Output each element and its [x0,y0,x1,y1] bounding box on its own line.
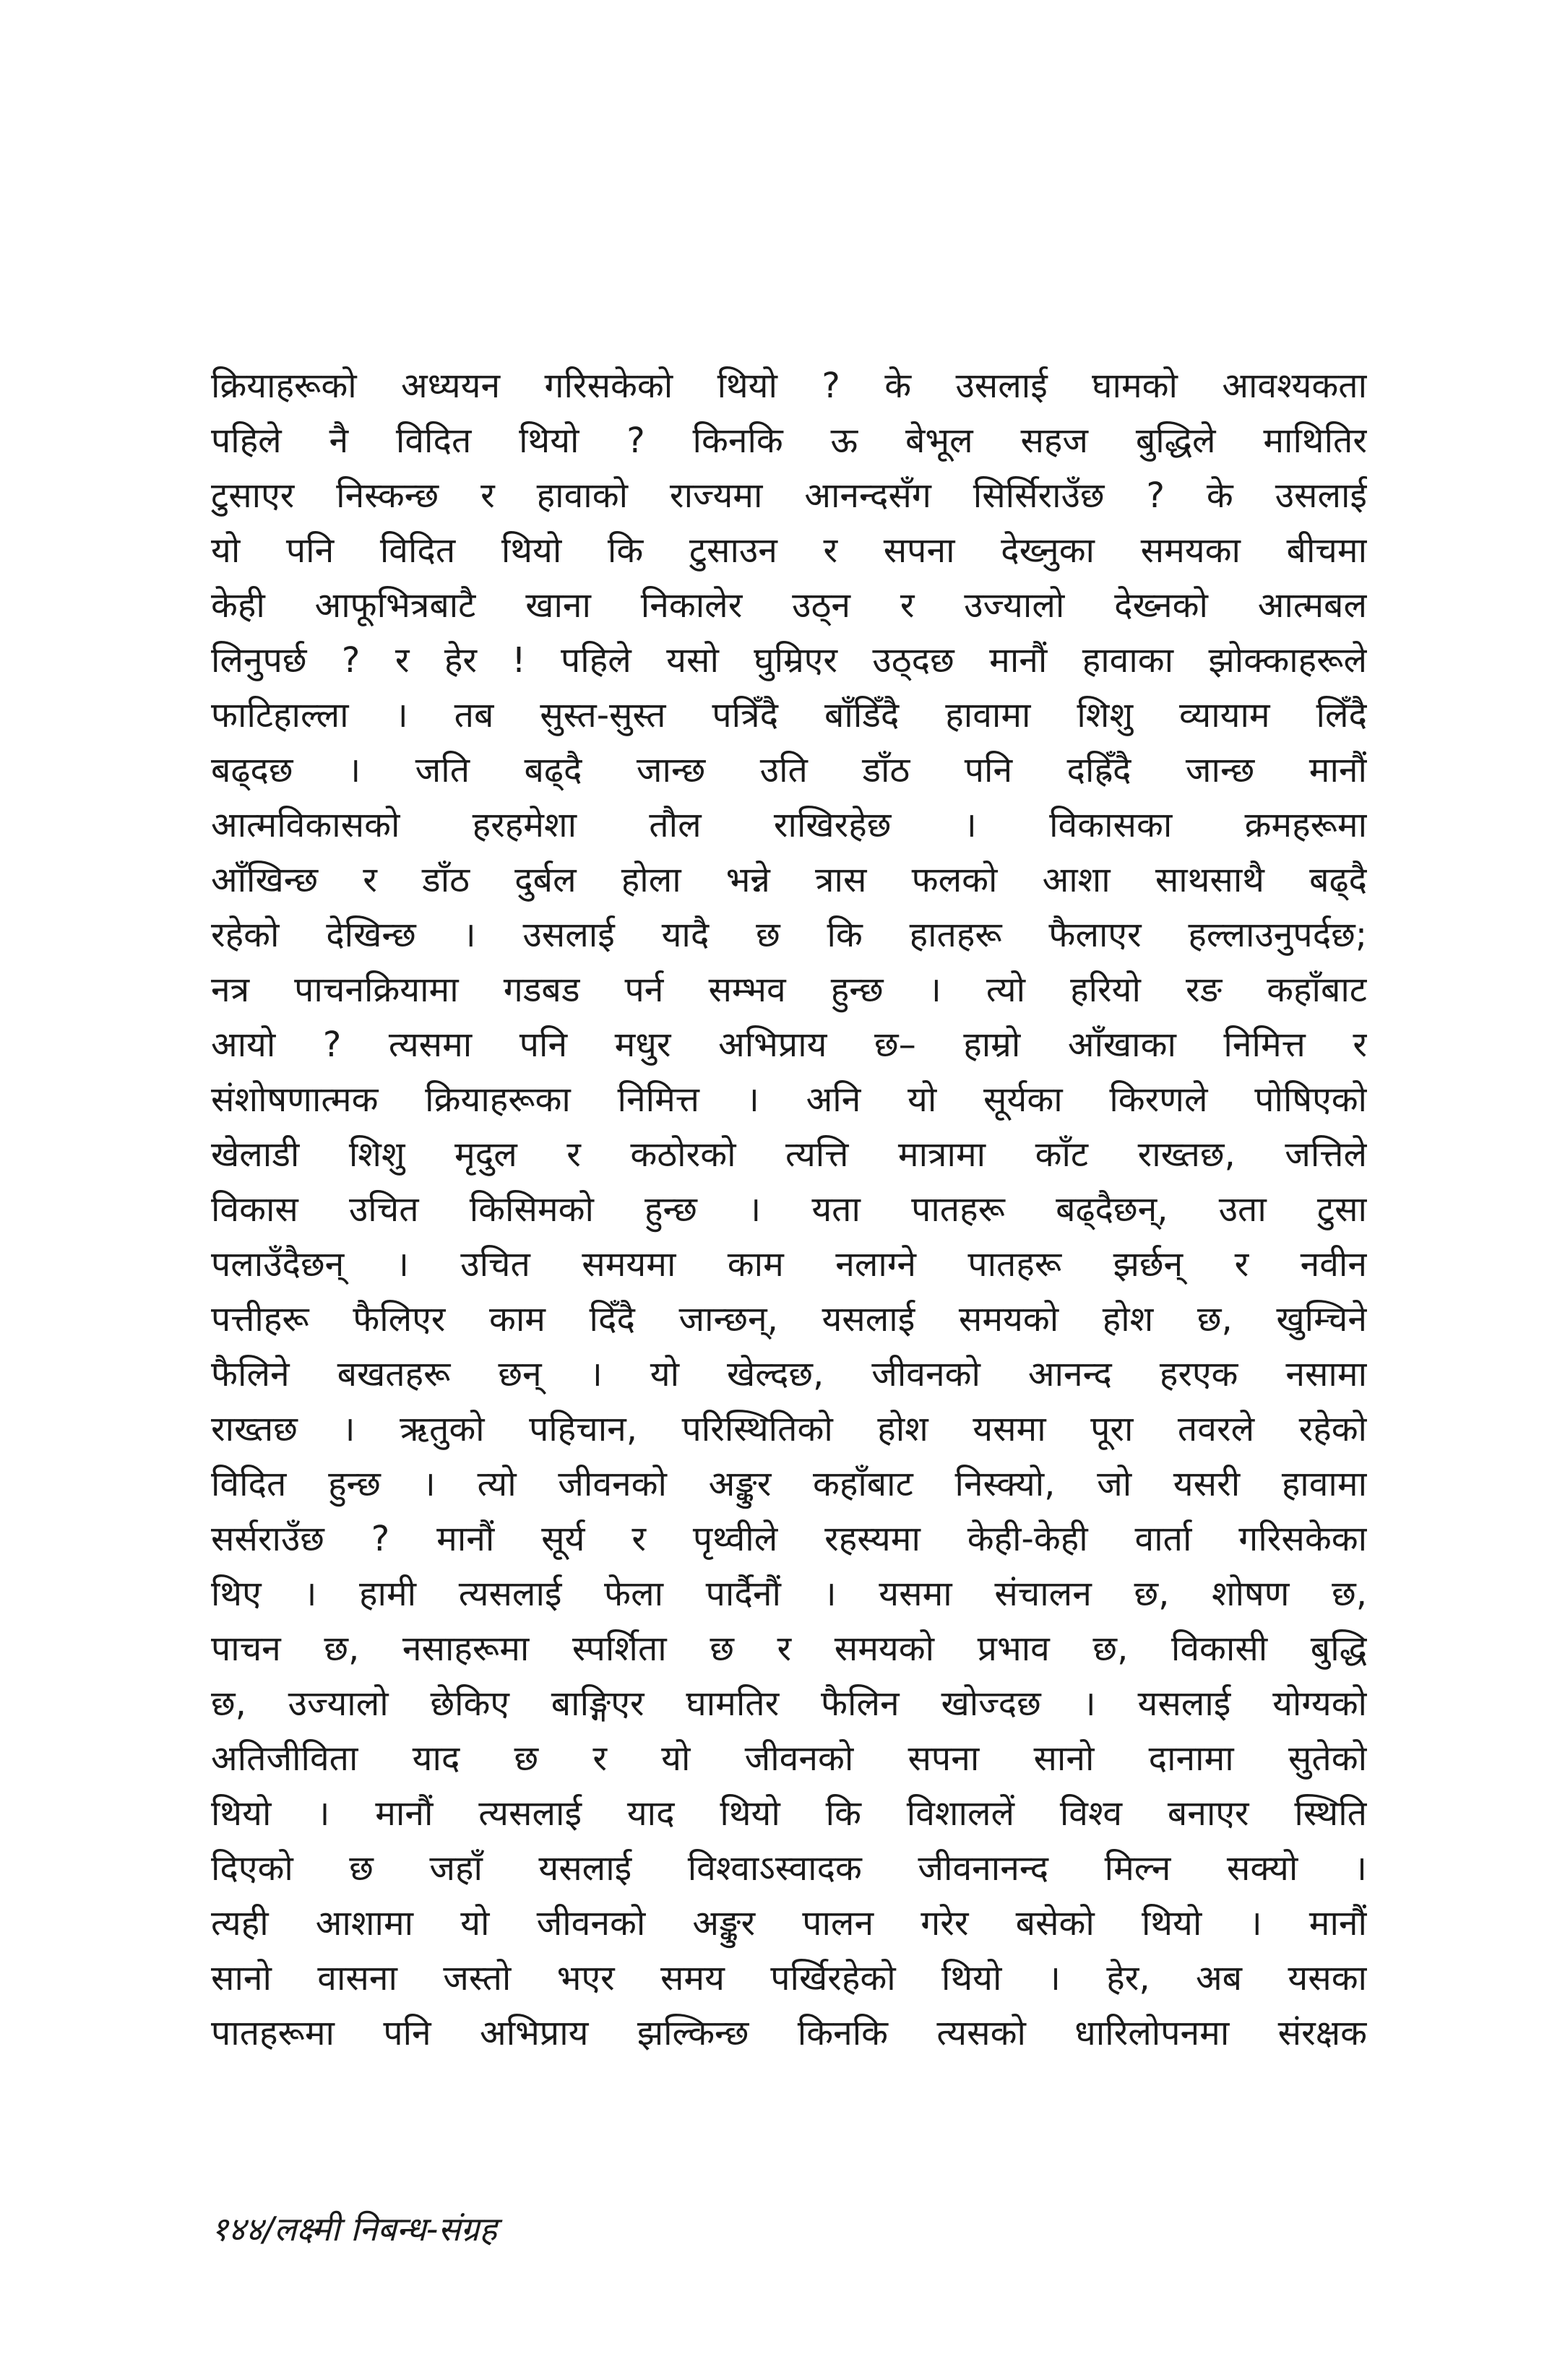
text-line: लिनुपर्छ ? र हेर ! पहिले यसो घुम्रिएर उठ्दछ मानौं हावाका झोक्काहरूले [211,640,1367,681]
text-line: फाटिहाल्ला । तब सुस्त-सुस्त पत्रिँदै बाँडिँदै हावामा शिशु व्यायाम लिँदै [211,695,1367,736]
text-line: रहेको देखिन्छ । उसलाई यादै छ कि हातहरू फैलाएर हल्लाउनुपर्दछ; [211,915,1367,955]
text-line: पत्तीहरू फैलिएर काम दिँदै जान्छन्, यसलाई समयको होश छ, खुम्चिने [211,1299,1367,1340]
text-line: विदित हुन्छ । त्यो जीवनको अङ्कुर कहाँबाट निस्क्यो, जो यसरी हावामा [211,1464,1367,1504]
text-line: विकास उचित किसिमको हुन्छ । यता पातहरू बढ्दैछन्, उता टुसा [211,1189,1367,1230]
text-line: पातहरूमा पनि अभिप्राय झल्किन्छ किनकि त्यसको धारिलोपनमा संरक्षक [211,2013,1367,2053]
text-line: पहिले नै विदित थियो ? किनकि ऊ बेभूल सहज बुद्धिले माथितिर [211,421,1367,461]
text-line: फैलिने बखतहरू छन् । यो खेल्दछ, जीवनको आनन्द हरएक नसामा [211,1354,1367,1394]
text-line: बढ्दछ । जति बढ्दै जान्छ उति डाँठ पनि दह्रिँदै जान्छ मानौं [211,750,1367,790]
text-line: क्रियाहरूको अध्ययन गरिसकेको थियो ? के उसलाई घामको आवश्यकता [211,366,1367,406]
text-line: त्यही आशामा यो जीवनको अङ्कुर पालन गरेर बसेको थियो । मानौं [211,1903,1367,1944]
text-line: टुसाएर निस्कन्छ र हावाको राज्यमा आनन्दसँग सिर्सिराउँछ ? के उसलाई [211,475,1367,516]
text-line: नत्र पाचनक्रियामा गडबड पर्न सम्भव हुन्छ । त्यो हरियो रङ कहाँबाट [211,970,1367,1010]
text-line: छ, उज्यालो छेकिए बाङ्गिएर घामतिर फैलिन खोज्दछ । यसलाई योग्यको [211,1683,1367,1724]
text-line: पाचन छ, नसाहरूमा स्पर्शिता छ र समयको प्रभाव छ, विकासी बुद्धि [211,1629,1367,1669]
text-line: थिए । हामी त्यसलाई फेला पार्दैनौं । यसमा संचालन छ, शोषण छ, [211,1574,1367,1614]
text-line: अतिजीविता याद छ र यो जीवनको सपना सानो दानामा सुतेको [211,1738,1367,1779]
text-line: आयो ? त्यसमा पनि मधुर अभिप्राय छ– हाम्रो आँखाका निमित्त र [211,1025,1367,1065]
text-line: थियो । मानौं त्यसलाई याद थियो कि विशाललें विश्व बनाएर स्थिति [211,1793,1367,1834]
text-line: राख्तछ । ऋतुको पहिचान, परिस्थितिको होश यसमा पूरा तवरले रहेको [211,1409,1367,1449]
text-line: आँखिन्छ र डाँठ दुर्बल होला भन्ने त्रास फलको आशा साथसाथै बढ्दै [211,860,1367,900]
text-line: खेलाडी शिशु मृदुल र कठोरको त्यत्ति मात्रामा काँट राख्तछ, जत्तिले [211,1134,1367,1175]
text-line: पलाउँदैछन् । उचित समयमा काम नलाग्ने पातहरू झर्छन् र नवीन [211,1244,1367,1285]
text-line: सानो वासना जस्तो भएर समय पर्खिरहेको थियो । हेर, अब यसका [211,1958,1367,1999]
body-text [211,358,1367,2061]
text-line: दिएको छ जहाँ यसलाई विश्वाऽस्वादक जीवनानन्द मिल्न सक्यो । [211,1848,1367,1889]
text-line: आत्मविकासको हरहमेशा तौल राखिरहेछ । विकासका क्रमहरूमा [211,805,1367,845]
text-line: केही आफूभित्रबाटै खाना निकालेर उठ्न र उज्यालो देख्नको आत्मबल [211,585,1367,626]
page-footer: १४४/लक्ष्मी निबन्ध-संग्रह [211,2209,497,2249]
text-line: सर्सराउँछ ? मानौं सूर्य र पृथ्वीले रहस्यमा केही-केही वार्ता गरिसकेका [211,1519,1367,1559]
text-line: संशोषणात्मक क्रियाहरूका निमित्त । अनि यो सूर्यका किरणले पोषिएको [211,1079,1367,1120]
text-line: यो पनि विदित थियो कि टुसाउन र सपना देख्नुका समयका बीचमा [211,530,1367,571]
